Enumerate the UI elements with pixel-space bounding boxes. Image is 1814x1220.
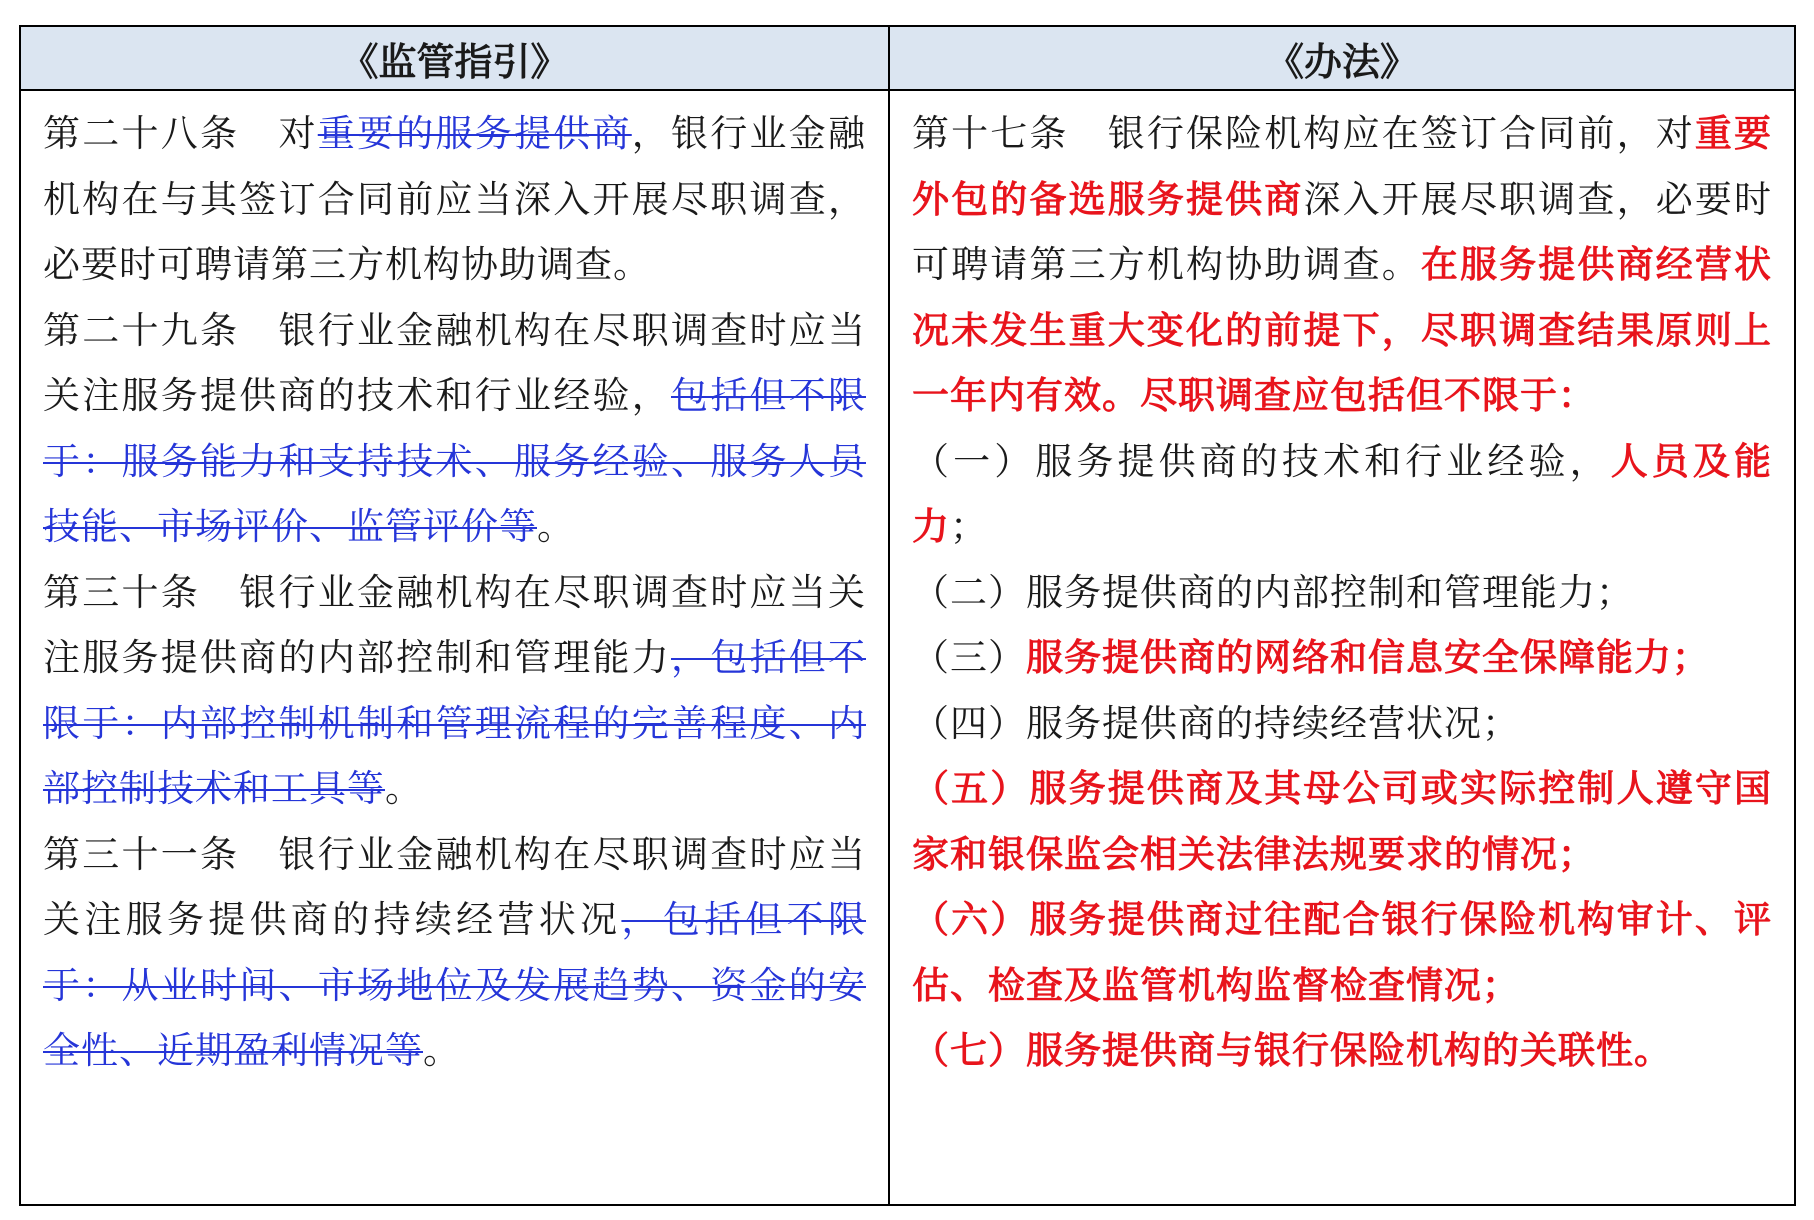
item-3-added: 服务提供商的网络和信息安全保障能力； (1026, 635, 1710, 679)
article-17 (912, 101, 1772, 429)
item-3 (912, 625, 1772, 691)
article-17-text: 第十七条 银行保险机构应在签订合同前，对 (912, 112, 1695, 155)
left-column (20, 90, 889, 1205)
item-5: （五）服务提供商及其母公司或实际控制人遵守国家和银保监会相关法律法规要求的情况； (912, 766, 1772, 876)
item-7: （七）服务提供商与银行保险机构的关联性。 (912, 1028, 1672, 1072)
article-30-deleted: ，包括但不限于：内部控制机制和管理流程的完善程度、内部控制技术和工具等 (43, 636, 866, 810)
article-28-text-end: ，银行业金融机构在与其签订合同前应当深入开展尽职调查，必要时可聘请第三方机构协助调查。 (43, 112, 866, 286)
article-28-deleted: 重要的服务提供商 (317, 112, 632, 155)
article-30-text-end: 。 (385, 767, 423, 810)
item-2: （二）服务提供商的内部控制和管理能力； (912, 570, 1634, 614)
item-3-text: （三） (912, 636, 1026, 679)
item-1 (912, 429, 1772, 560)
right-column (889, 90, 1795, 1205)
article-31 (43, 822, 866, 1084)
article-31-text-end: 。 (423, 1029, 461, 1072)
article-17-added-2: 在服务提供商经营状况未发生重大变化的前提下，尽职调查结果原则上一年内有效。尽职调查应包括但不限于： (912, 242, 1773, 417)
article-29-deleted: 包括但不限于：服务能力和支持技术、服务经验、服务人员技能、市场评价、监管评价等 (43, 374, 866, 548)
article-17-added-1: 重要外包的备选服务提供商 (912, 111, 1773, 221)
content-row (20, 90, 1795, 1205)
article-29-text: 第二十九条 银行业金融机构在尽职调查时应当关注服务提供商的技术和行业经验， (43, 308, 866, 417)
comparison-table (19, 25, 1796, 1206)
article-17-text-mid: 深入开展尽职调查，必要时可聘请第三方机构协助调查。 (912, 177, 1773, 286)
article-29 (43, 298, 866, 560)
header-row (20, 26, 1795, 90)
item-1-text-end: ； (950, 505, 988, 548)
article-28 (43, 101, 866, 298)
item-4: （四）服务提供商的持续经营状况； (912, 701, 1520, 745)
item-6: （六）服务提供商过往配合银行保险机构审计、评估、检查及监管机构监督检查情况； (912, 897, 1772, 1007)
article-30-text: 第三十条 银行业金融机构在尽职调查时应当关注服务提供商的内部控制和管理能力 (43, 570, 866, 679)
article-29-text-end: 。 (537, 505, 575, 548)
article-31-deleted: ，包括但不限于：从业时间、市场地位及发展趋势、资金的安全性、近期盈利情况等 (43, 898, 867, 1072)
header-left: 《监管指引》 (20, 26, 889, 90)
item-1-added: 人员及能力 (912, 438, 1773, 548)
article-28-text: 第二十八条 对 (43, 112, 318, 155)
article-30 (43, 560, 866, 822)
item-1-text: （一）服务提供商的技术和行业经验， (912, 439, 1611, 483)
article-31-text: 第三十一条 银行业金融机构在尽职调查时应当关注服务提供商的持续经营状况 (43, 832, 866, 941)
header-right: 《办法》 (889, 26, 1795, 90)
